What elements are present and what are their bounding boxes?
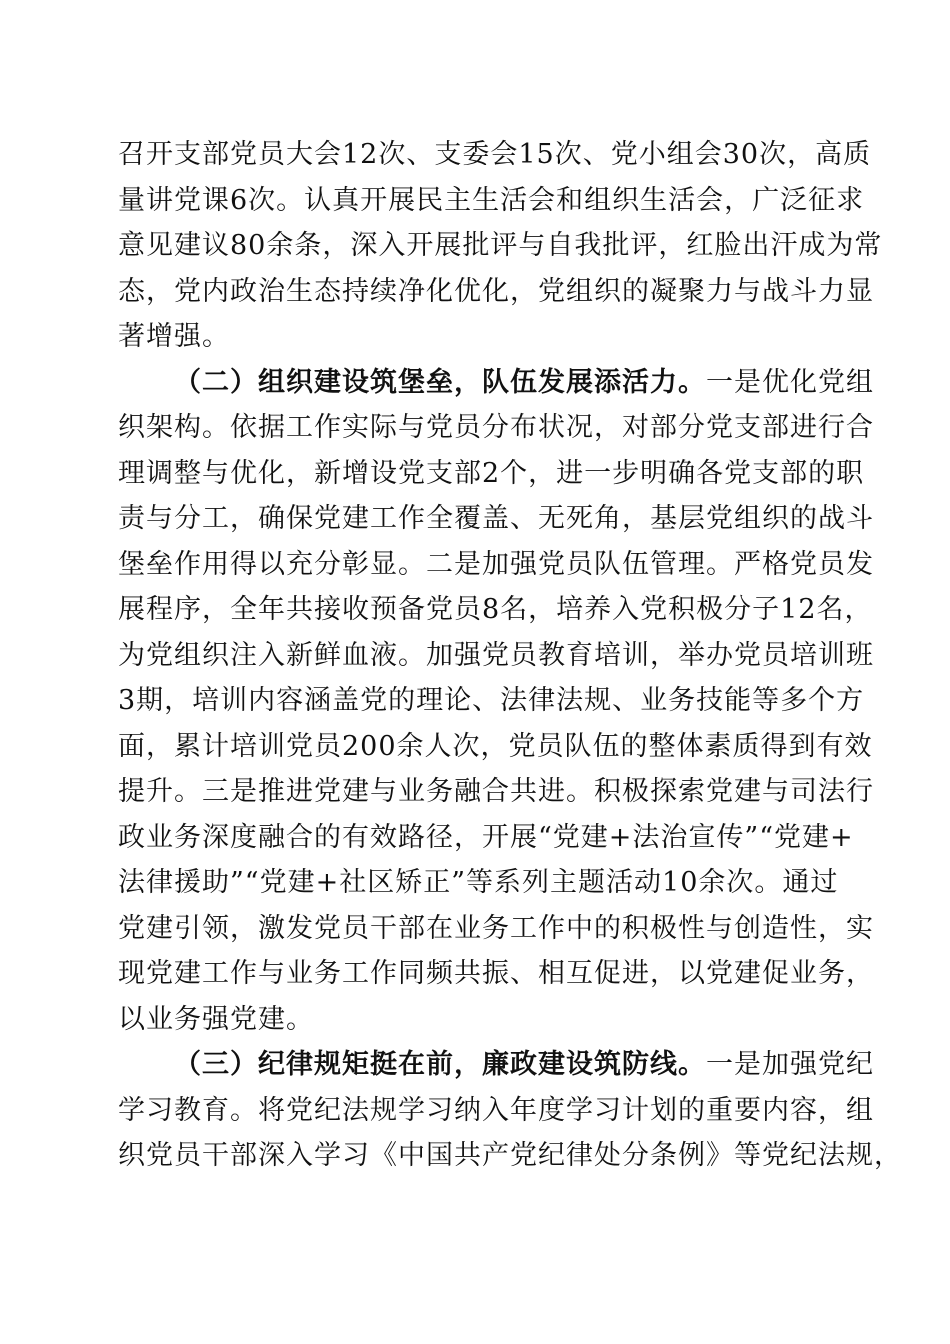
text-line: 党建引领，激发党员干部在业务工作中的积极性与创造性，实 — [118, 912, 874, 944]
text-line: 提升。三是推进党建与业务融合共进。积极探索党建与司法行 — [118, 776, 874, 807]
text-line: 面，累计培训党员200余人次，党员队伍的整体素质得到有效 — [118, 730, 873, 762]
text-line: 量讲党课6次。认真开展民主生活会和组织生活会，广泛征求 — [118, 184, 865, 216]
text-line: 理调整与优化，新增设党支部2个，进一步明确各党支部的职 — [118, 457, 865, 489]
text-line — [118, 360, 874, 406]
paragraph-3 — [118, 1042, 902, 1179]
text-run: 一是优化党组 — [706, 366, 874, 398]
text-line: 以业务强党建。 — [118, 1003, 314, 1035]
section-heading: （三）纪律规矩挺在前，廉政建设筑防线。 — [174, 1049, 706, 1080]
text-line: 责与分工，确保党建工作全覆盖、无死角，基层党组织的战斗 — [118, 503, 874, 534]
text-line: 召开支部党员大会12次、支委会15次、党小组会30次，高质 — [118, 139, 872, 170]
text-line: 法律援助”“党建+社区矫正”等系列主题活动10余次。通过 — [118, 867, 839, 898]
text-line: 展程序，全年共接收预备党员8名，培养入党积极分子12名， — [118, 594, 873, 625]
text-line: 织架构。依据工作实际与党员分布状况，对部分党支部进行合 — [118, 412, 874, 443]
text-line: 堡垒作用得以充分彰显。二是加强党员队伍管理。严格党员发 — [118, 548, 874, 580]
text-run: 一是加强党纪 — [706, 1049, 874, 1080]
document-body — [118, 132, 902, 1179]
text-line: 意见建议80余条，深入开展批评与自我批评，红脸出汗成为常 — [118, 230, 883, 261]
section-heading: （二）组织建设筑堡垒，队伍发展添活力。 — [174, 366, 706, 398]
text-line: 学习教育。将党纪法规学习纳入年度学习计划的重要内容，组 — [118, 1094, 874, 1126]
text-line — [118, 1042, 874, 1088]
text-line: 政业务深度融合的有效路径，开展“党建+法治宣传”“党建+ — [118, 821, 854, 853]
text-line: 3期，培训内容涵盖党的理论、法律法规、业务技能等多个方 — [118, 685, 865, 716]
text-line: 织党员干部深入学习《中国共产党纪律处分条例》等党纪法规， — [118, 1140, 902, 1171]
paragraph-2 — [118, 360, 874, 1043]
text-line: 为党组织注入新鲜血液。加强党员教育培训，举办党员培训班 — [118, 639, 874, 671]
text-line: 态，党内政治生态持续净化优化，党组织的凝聚力与战斗力显 — [118, 275, 874, 307]
text-line: 著增强。 — [118, 321, 230, 352]
text-line: 现党建工作与业务工作同频共振、相互促进，以党建促业务， — [118, 958, 874, 989]
paragraph-1 — [118, 132, 883, 360]
